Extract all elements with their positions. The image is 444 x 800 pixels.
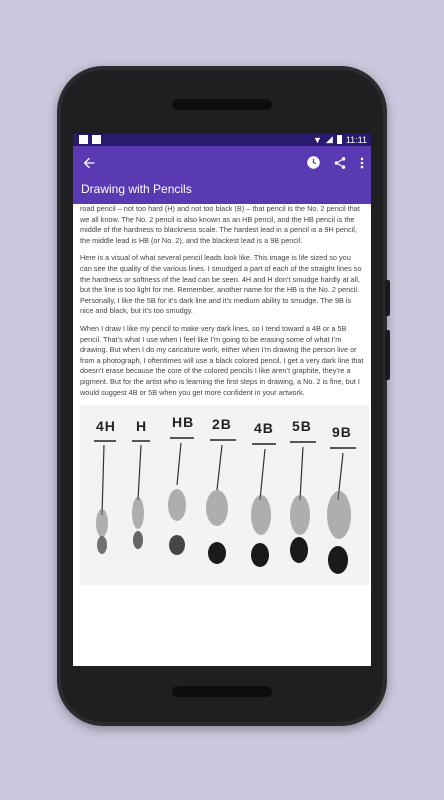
pencil-label-4b: 4B (254, 420, 274, 437)
page-title: Drawing with Pencils (81, 182, 192, 196)
article-paragraph-2: Here is a visual of what several pencil leads look like. This image is life sized so you can see the quality of the various lines. I smudged a part of each of the straight lines so the hardness or softness of the lead can be seen. 4H and H don’t smudge hardly at all, but the line is too light for me. Remember, another name for the HB is the No. 2 pencil. Personally, I like the 5B for it’s dark line and it’s medium ability to smudge. The 9B is nice and black, but it’s too smudgy. (80, 253, 362, 316)
pencil-samples-image (80, 405, 369, 585)
top-speaker (172, 99, 272, 110)
pencil-label-2b: 2B (212, 416, 232, 433)
article-body (73, 204, 371, 585)
signal-icon: ◢ (325, 134, 333, 144)
article-paragraph-1: road pencil – not too hard (H) and not too black (B) – that pencil is the No. 2 pencil that we all know. The No. 2 pencil is also known as an HB pencil, and the HB pencil is the middle of the hardness to blackness scale. The hardest lead in a pencil is a 9H pencil, the middle lead is HB (or No. 2), and the blackest lead is a 9B pencil. (80, 204, 360, 245)
status-time: 11:11 (345, 134, 367, 145)
article-paragraph-3: When I draw I like my pencil to make very dark lines, so I tend toward a 4B or a 5B pencil. That’s what I use when I feel like I’m going to be erasing some of what I’m drawing. But when I do my caricature work, either when I’m drawing the person live or from a photograph, I oftentimes will use a black colored pencil. I get a very dark line that doesn’t erase because the core of the colored pencils I like aren’t graphite, they’re a pigment. But for the artist who is learning the first steps in drawing, a No. 2 is fine, but I would suggest 4B or 5B when you get more confident in your artwork. (80, 323, 364, 397)
facebook-notification-icon (92, 135, 101, 144)
status-bar (73, 134, 371, 146)
pencil-label-hb: HB (172, 414, 195, 431)
phone-screen (73, 134, 371, 666)
battery-icon (337, 135, 342, 144)
pencil-label-5b: 5B (292, 418, 312, 435)
pencil-label-h: H (136, 418, 148, 435)
wifi-icon: ▼ (312, 134, 322, 145)
pencil-strokes-drawing (80, 405, 369, 585)
bottom-speaker (172, 686, 272, 697)
volume-button (385, 280, 390, 316)
clock-icon[interactable] (306, 155, 321, 170)
app-bar (73, 146, 371, 204)
more-vert-icon[interactable] (359, 156, 365, 170)
power-button (385, 330, 390, 380)
pencil-label-9b: 9B (332, 424, 352, 441)
image-notification-icon (79, 135, 88, 144)
arrow-back-icon[interactable] (81, 155, 97, 171)
share-icon[interactable] (333, 156, 347, 170)
pencil-label-4h: 4H (96, 418, 116, 435)
